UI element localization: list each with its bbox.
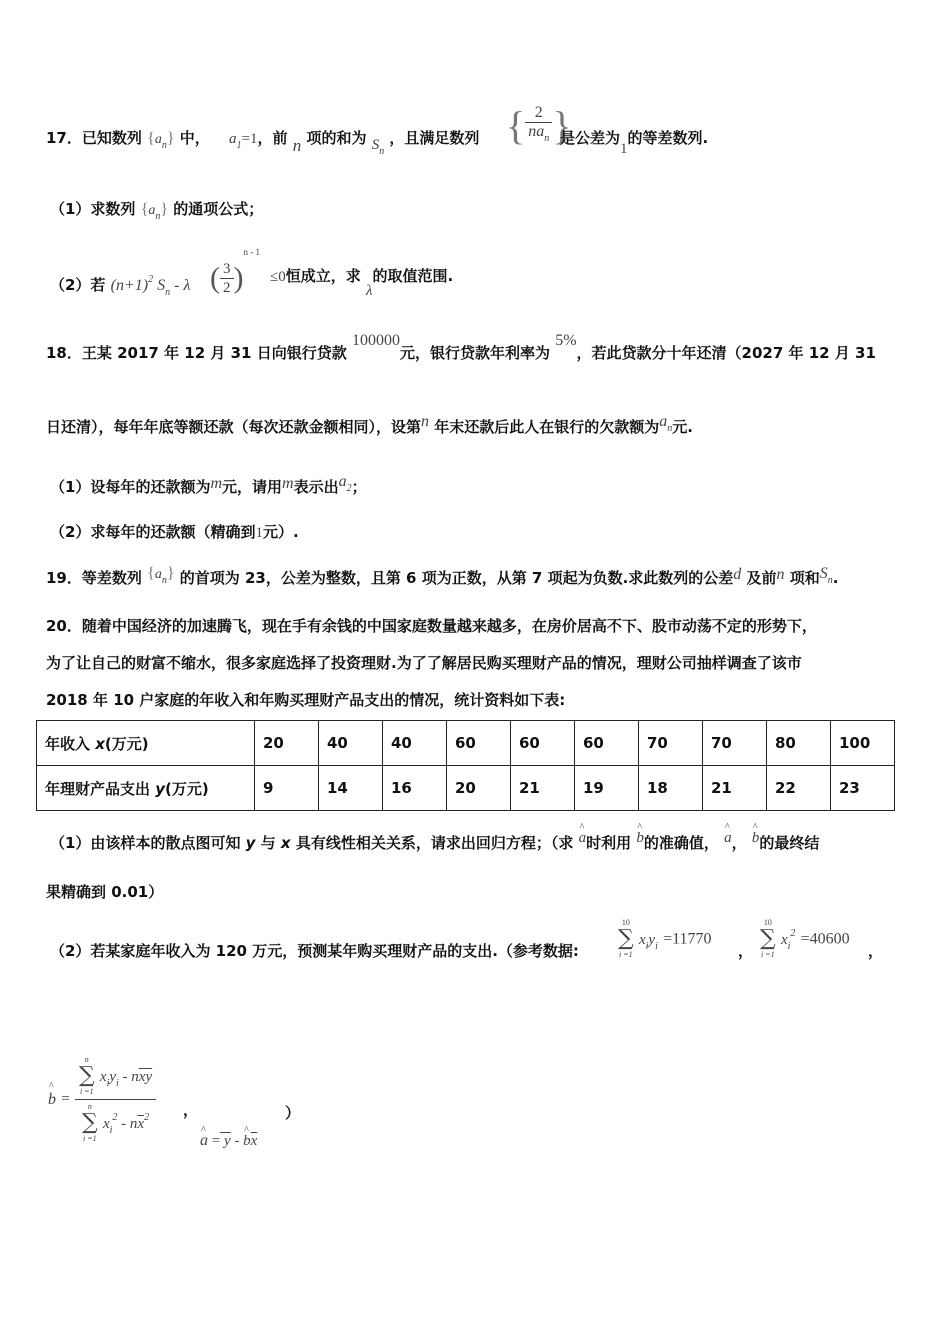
q17-part2-power: ( $\frac{3}{2}$ )$^{n - 1}$ <box>210 247 260 296</box>
q17-fraction: { $\frac{2}{na_n}$ } <box>506 103 572 148</box>
comma-1: ， <box>738 942 754 960</box>
table-cell: 60 <box>575 721 639 766</box>
q20-part1: （1）由该样本的散点图可知 y 与 x 具有线性相关关系，请求出回归方程；（求 ^ a时利用 ^ b的准确值， ^ a， ^ b的最终结 <box>50 833 819 854</box>
closing-paren: ） <box>285 1104 301 1122</box>
table-cell: 100 <box>831 721 895 766</box>
comma-2: ， <box>868 942 884 960</box>
q18-part1: （1）设每年的还款额为m元，请用m表示出$a_2$； <box>50 473 367 496</box>
q20-line3: 2018 年 10 户家庭的年收入和年购买理财产品支出的情况，统计资料如下表: <box>46 691 566 709</box>
table-cell: 19 <box>575 766 639 811</box>
ahat-formula: ^ a = y - ^ $b\overline{x}$ <box>200 1130 257 1151</box>
q18-part2: （2）求每年的还款额（精确到1元）. <box>50 523 299 541</box>
table-cell: 16 <box>383 766 447 811</box>
data-table <box>36 720 895 811</box>
q20-line2: 为了让自己的财富不缩水，很多家庭选择了投资理财.为了了解居民购买理财产品的情况，理财公司抽样调查了该市 <box>46 654 802 672</box>
table-cell: 23 <box>831 766 895 811</box>
q18-line1: 18．王某 2017 年 12 月 31 日向银行贷款 100000元，银行贷款年利率为 5%，若此贷款分十年还清（2027 年 12 月 31 <box>46 332 876 362</box>
q20-part2: （2）若某家庭年收入为 120 万元，预测某年购买理财产品的支出.（参考数据: <box>50 942 579 960</box>
sum-xy: 10 ∑ i =1 $x_iy_i =11770$ <box>618 918 712 959</box>
table-cell: 60 <box>511 721 575 766</box>
table-cell: 21 <box>511 766 575 811</box>
q17-stem-tail: 是公差为1的等差数列. <box>560 129 709 157</box>
table-cell: 14 <box>319 766 383 811</box>
table-cell: 9 <box>255 766 319 811</box>
table-cell: 20 <box>447 766 511 811</box>
q20-line1: 20．随着中国经济的加速腾飞，现在手有余钱的中国家庭数量越来越多，在房价居高不下、股市动荡不定的形势下， <box>46 617 817 635</box>
table-cell: 40 <box>319 721 383 766</box>
table-cell: 60 <box>447 721 511 766</box>
q17-part2-tail: ≤0恒成立，求 λ的取值范围. <box>270 267 454 299</box>
q17-part1: （1）求数列 $\{a_n\}$ 的通项公式； <box>50 200 264 222</box>
q18-line2: 日还清），每年年底等额还款（每次还款金额相同），设第n 年末还款后此人在银行的欠款额为$a_n$元. <box>46 413 693 436</box>
sum-x2: 10 ∑ i =1 $x_i^2 =40600$ <box>760 918 850 959</box>
question-number: 17． <box>46 129 82 147</box>
table-cell: 40 <box>383 721 447 766</box>
q17-stem: 17．已知数列 $\{a_n\}$ 中， $a_1=1$，前 n 项的和为 $S_n$ ，且满足数列 <box>46 129 480 157</box>
q19-stem: 19．等差数列 $\{a_n\}$ 的首项为 23，公差为整数，且第 6 项为正数，从第 7 项起为负数.求此数列的公差d 及前n 项和$S_n$. <box>46 565 839 587</box>
row-header-income: 年收入 x(万元) <box>37 721 255 766</box>
q20-part1-line2: 果精确到 0.01） <box>46 883 164 901</box>
table-cell: 70 <box>703 721 767 766</box>
row-header-spending: 年理财产品支出 y(万元) <box>37 766 255 811</box>
bhat-formula: ^ b = n ∑ i =1 $x_iy_i - n\overline{x}\overline{y}$ n ∑ i =1 $x_i^2 - n\overline{x}^2$ <box>48 1055 156 1144</box>
table-row-spending <box>37 766 895 811</box>
table-cell: 18 <box>639 766 703 811</box>
comma-3: ， <box>183 1101 199 1119</box>
table-cell: 70 <box>639 721 703 766</box>
table-cell: 22 <box>767 766 831 811</box>
table-cell: 21 <box>703 766 767 811</box>
table-cell: 20 <box>255 721 319 766</box>
q17-part2: （2）若 $(n+1)^2$ $S_n$ - λ <box>50 274 191 298</box>
table-cell: 80 <box>767 721 831 766</box>
table-row-income <box>37 721 895 766</box>
